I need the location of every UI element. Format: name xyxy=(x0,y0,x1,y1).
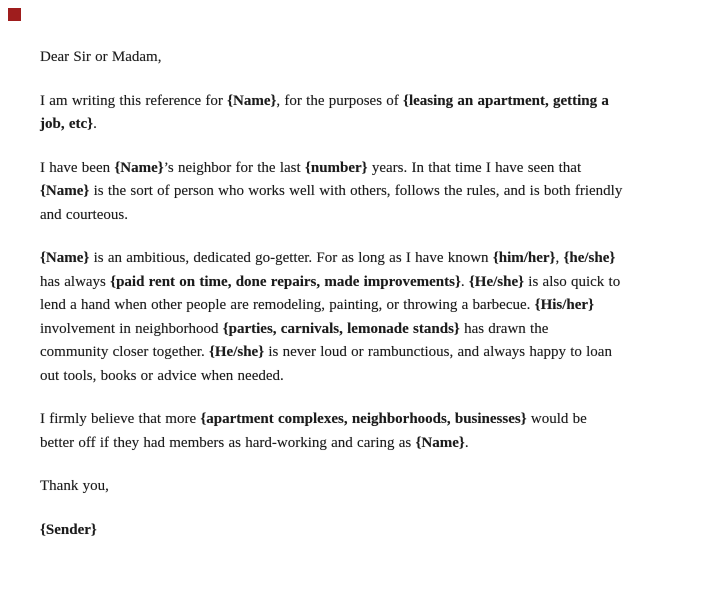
line xyxy=(40,46,680,70)
text-segment: . xyxy=(460,273,469,290)
text-segment: has always xyxy=(40,273,111,290)
line xyxy=(40,271,680,295)
line xyxy=(40,113,680,137)
line xyxy=(40,204,680,228)
text-segment: . xyxy=(93,116,97,132)
text-segment: I firmly believe that more xyxy=(40,411,201,427)
text-segment: Dear Sir or Madam, xyxy=(40,49,162,65)
text-segment: I have been xyxy=(40,159,115,176)
placeholder-token: {He/she} xyxy=(208,344,265,360)
paragraph-closing xyxy=(40,475,680,499)
placeholder-token: {number} xyxy=(304,159,368,176)
paragraph-body xyxy=(40,408,680,455)
text-segment: out tools, books or advice when needed. xyxy=(40,367,284,384)
text-segment: , for the purposes of xyxy=(276,92,404,109)
line xyxy=(40,247,680,271)
placeholder-token: {His/her} xyxy=(534,297,594,313)
paragraph-body xyxy=(40,157,680,228)
line xyxy=(40,318,680,342)
text-segment: is the sort of person who works well with others, follows the rules, and is both friendly xyxy=(89,183,623,199)
line xyxy=(40,475,680,499)
paragraph-body xyxy=(40,247,680,388)
placeholder-token: {Name} xyxy=(40,250,90,266)
placeholder-token: {leasing an apartment, getting a xyxy=(403,92,609,109)
line xyxy=(40,180,680,204)
text-segment: would be xyxy=(526,411,587,427)
placeholder-token: {He/she} xyxy=(468,273,525,290)
placeholder-token: {Name} xyxy=(114,159,164,176)
text-segment: and courteous. xyxy=(40,206,128,223)
line xyxy=(40,432,680,456)
placeholder-token: {him/her} xyxy=(492,250,556,266)
text-segment: I am writing this reference for xyxy=(40,92,228,109)
text-segment: lend a hand when other people are remodeling, painting, or throwing a barbecue. xyxy=(40,297,535,313)
text-segment: years. In that time I have seen that xyxy=(367,159,582,176)
line xyxy=(40,294,680,318)
text-segment: involvement in neighborhood xyxy=(40,320,223,337)
text-segment: is an ambitious, dedicated go-getter. For as long as I have known xyxy=(89,250,493,266)
text-segment: is never loud or rambunctious, and always happy to loan xyxy=(264,344,612,360)
text-segment: community closer together. xyxy=(40,344,209,360)
placeholder-token: job, etc} xyxy=(40,116,94,132)
line xyxy=(40,365,680,389)
paragraph-signature xyxy=(40,519,680,543)
text-segment: better off if they had members as hard-working and caring as xyxy=(40,434,416,451)
line xyxy=(40,519,680,543)
text-segment: is also quick to xyxy=(524,273,621,290)
placeholder-token: {paid rent on time, done repairs, made improvements} xyxy=(110,273,461,290)
text-segment: . xyxy=(464,434,469,451)
placeholder-token: {Sender} xyxy=(40,521,97,538)
placeholder-token: {Name} xyxy=(40,183,90,199)
text-segment: ’s neighbor for the last xyxy=(163,159,305,176)
paragraph-body xyxy=(40,90,680,137)
text-segment: , xyxy=(555,250,564,266)
placeholder-token: {he/she} xyxy=(563,250,616,266)
letter-body xyxy=(40,46,680,542)
text-segment: has drawn the xyxy=(459,320,549,337)
paragraph-salutation xyxy=(40,46,680,70)
line xyxy=(40,408,680,432)
placeholder-token: {apartment complexes, neighborhoods, businesses} xyxy=(200,411,527,427)
text-segment: Thank you, xyxy=(40,478,109,494)
line xyxy=(40,90,680,114)
placeholder-token: {parties, carnivals, lemonade stands} xyxy=(222,320,460,337)
placeholder-token: {Name} xyxy=(415,434,465,451)
line xyxy=(40,341,680,365)
placeholder-token: {Name} xyxy=(227,92,277,109)
red-corner-marker xyxy=(8,8,21,21)
line xyxy=(40,157,680,181)
